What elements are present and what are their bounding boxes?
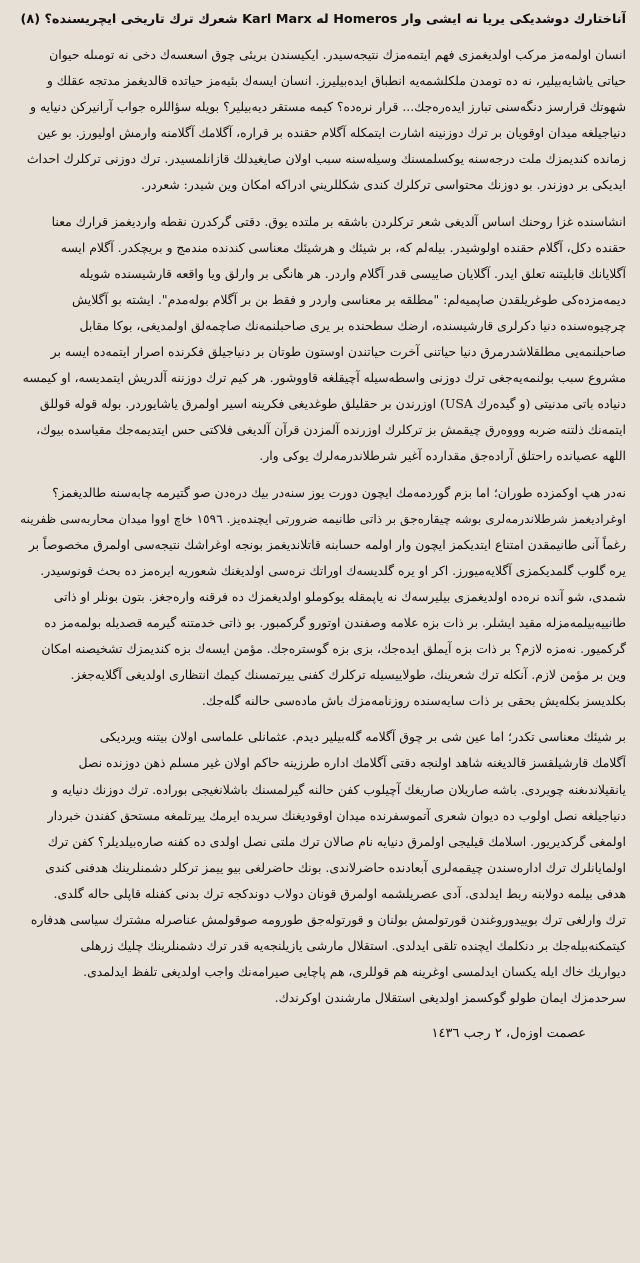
paragraph-line: نەدر هپ اوكمزده طوران؛ اما بزم گوردمەمك ايچون دورت يوز سنەدر بيك درەدن صو گتيرمه چابەسنه طالديغمز؟ (52, 484, 626, 500)
paragraph-line: ديواريك خاك ايله يكسان ايدلمسى اوغرينه هم قوللرى، هم پاچايى صيرامەنك واجب اولديغى تلفظ ايدلمدى. (83, 964, 626, 980)
author-signature: عصمت اوزەل، ٢ رجب ١٤٣٦ (431, 1026, 586, 1042)
paragraph-line: انشاسنده غزا روحنك اساس آلديغى شعر تركلردن باشقه بر ملتده يوق. دقتى گركدرن نقطه وارديغمز قرارك معنا (51, 213, 626, 229)
paragraph-line: وين بر مؤمن لازم. آنكله ترك شعرينك، طولاييسيله تركلرك كفنى ييرتمسنك كيمك انتظارى اولديغى آگلايەجغز. (70, 667, 626, 683)
paragraph-line: مشروع سبب بولنمەيەجغى ترك دوزنى واسطەسيله آچيقلغه قاووشور. هر كيم ترك دوزننه آلدريش ايتمديسه، او كيمسه (22, 370, 626, 386)
paragraph-line: ايديكى بر دوزندر. بو دوزنك محتواسى تركلرك كندى شكللريني ادراكه امكان وين شيدر: شعردر. (141, 177, 626, 193)
paragraph-line: گركميور. نەمزه لازم؟ بر ذات بزه آيملق ايدەجك، بزى بزه گوسترەجك. مؤمن ايسەك بزه كنديمزك تشخيصنه امكان (41, 641, 626, 657)
paragraph-line: طانييەبيلمەمزله مقيد ايشلر. بر ذات بزه علامه وصفندن اوتورو گركمبور. بو ذاتى خدمتنه گيرمه قصديله بولمەمز ده (44, 614, 626, 630)
paragraph-line: آگلامك قارشيلقسز قالديغنه شاهد اولنجه دقتى آگلامك اداره طرزينه حاكم اولان غير مسلم ذهن دوزنده نصل (78, 755, 626, 771)
paragraph-line: يانقيلاندىغنه چويردى. باشه صاريلان صاريغك آچيلوب كفن حالنه گيرلمسنك باشلانغيجى بوراده. ترك دوزنك دنيايه و (51, 781, 626, 797)
paragraph-line: اولمايانلرك ترك ادارەسندن چيقمەلرى آبعادنده حاضرلاندى. بونك حاضرلغى بيو ييمز تركلر دشمنلرينك هدفنى كندى (45, 859, 626, 875)
paragraph-line: اولمغى گركديريور. اسلامك قيليجى اولمرق دنيايه نام صالان ترك ملتى نصل اولدى ده كفنه صارەبيلديلر؟ كفن ترك (47, 833, 626, 849)
paragraph-line: بر شيئك معناسى تكدر؛ اما عين شى بر چوق آگلامه گلەبيلير ديدم. عثمانلى علماسى اولان بيتنه ويرديكى (99, 729, 626, 745)
paragraph-line: دنياده باتى مدنيتى (و گيدەرك USA) اوزرندن بر حقليلق طوغديغى فكرينه اسير اولمرق ياشايوردر. بوله قوله قوللق (39, 396, 626, 412)
paragraph-line: صاحبلنمەيى مطلقلاشدرمرق دنيا حياتنى آخرت حياتندن اوستون طوتان بر دنياجيلق فكرنده اصرار ايتمەده ايسه بر (50, 344, 626, 360)
paragraph-line: كيتمكنه‌بيلەجك بر دنكلمك ايچنده تلقى ايدلدى. استقلال مارشى يازيلنجەيه قدر ترك دشمنلرينك چليك زرهلى (80, 938, 626, 954)
paragraph-line: سرحدمزك ايمان طولو گوكسمز اولديغى استقلال مارشندن اوكرندك. (274, 990, 626, 1006)
paragraph-line: رغماً آنى طانيمقدن امتناع ايتديكمز ايچون وار اولمه حسابنه قاتلانديغمز بونجه اوغراشك نتيجەسى اولمرق مخصوصاً بر (28, 536, 626, 552)
paragraph-line: چرچيوەسنده دنيا دكرلرى قارشيسنده، ارضك سطحنده بر يرى صاحبلنمەنك صاچمەلق اولمديغى، بوكا مقابل (79, 317, 626, 333)
paragraph (14, 480, 626, 715)
article-body (14, 42, 626, 1011)
paragraph-line: اللهه عصيانده راحتلق آرادەجق مقدارده آغير شرطلاندرمەلرك يوكى وار. (259, 448, 626, 464)
paragraph-line: شهوتك قرارسز دنگەسنى تبارز ايدەرەجك... قرار نرەده؟ كيمه مستقر ديەبيلير؟ بويلە سؤاللره جواب آرانيركن دنيايه و (30, 99, 626, 115)
paragraph-line: آگلايانك قابليتنه تعلق ايدر. آگلايان صاييسى قدر آگلام واردر. هر هانگى بر وارلق ويا واقعه قارشيسنده شويله (79, 265, 626, 281)
paragraph (14, 209, 626, 470)
paragraph-line: ديمەمزده‌كى طوغريلقدن صاپميەلم: "مطلقه بر معناسى واردر و فقط بن بر آگلام بولەمدم". ايشته بو آگلايش (72, 291, 626, 307)
paragraph-line: ايتمەنك ذلتنه ضربه وووەرق چيقمش بز تركلرك اوزرنده آلمزدن قرآن آلديغى فلاكتى حس ايتديمەجك مقياسده بيوك، (36, 422, 626, 438)
paragraph-line: دنياجيلغه ميدان اوقويان بر ترك دوزنينه اشارت ايتمكله آگلام حقنده بر قراره، آگلامك آگلامنه وارمش اوليورز. بو عين (37, 125, 626, 141)
paragraph-line: هدفى بيلمه دولابنه ربط ايدلدى. آدى عصريلشمه اولمرق قونان دولاب دوندكجه ترك بدنى كفنله قاپلى حاله گلدى. (53, 885, 626, 901)
paragraph-line: زمانده كنديمزك ملت درجەسنه يوكسلمسنك وسيلەسنه سبب اولان صايغيدلك قازانلمسيدر. ترك دوزنى تركلرك احداث (26, 151, 626, 167)
paragraph-line: شمدى، شو آنده نرەده اولديغمزى بيليرسەك نه ياپمقله يوكوملو اولديغمزك ده فرقنه وارەجغز. بتون بونلر او ذاتى (53, 588, 626, 604)
paragraph-line: يره گلوب گلمديكمزى آگلايەميورز. اكر او يره گلديسەك اوراتك نرەسى اولديغنك شعوريه ايرەمز ده بحث قونوسيدر. (40, 562, 626, 578)
paragraph (14, 724, 626, 1011)
paragraph-line: انسان اولمەمز مركب اولديغمزى فهم ايتمەمزك نتيجەسيدر. ايكيسندن بريئى چوق اسعسەك دخى نه تومىلە حيوان (49, 47, 626, 62)
paragraph-line: اوغراديغمز شرطلاندرمەلرى بوشه چيقارەجق بر ذاتى طانيمه ضرورتى ايچندەيز. ١٥٩٦ خاچ اووا ميدان محاربەسى ظفرينه (20, 511, 626, 526)
paragraph-line: ترك وارلغى ترك بوييدوروغندن قورتولمش بولنان و قورتولەجق طورومه صوقولمش عناصرله مشترك سياسى هدفاره (30, 912, 626, 927)
paragraph (14, 42, 626, 199)
article-title: آناختارك دوشديكى يريا نه ايشى وار Homeros له Karl Marx شعرك ترك تاريخى ايچريسنده؟ (٨) (20, 12, 626, 27)
paragraph-line: حياتى ياشايەبيلير، نه ده تومدن ملكلشمەيە انطباق ايدەبيليرز. انسان ايسەك بئيەمز حياتده قالديغمز مدتجه عقلك و (46, 73, 626, 89)
paragraph-line: حقنده دكل، آگلام حقنده اولوشيدر. بيلەلم كه، بر شيئك و هرشيئك معناسى كندنده مندمج و بريچكدر. آگلام ايسه (60, 239, 626, 255)
paragraph-line: دنياجيلغه نصل اولوب ده ديوان شعرى آتموسفرنده ميدان اوقوديغنك سريده ايرمك ييرتلمغه مستحق كفندن خبردار (47, 807, 626, 823)
paragraph-line: بكلديسز بكلەيش بحقى بر ذات سايەسنده روزنامەمزك باش مادەسى حالنه گلەجك. (201, 693, 626, 709)
